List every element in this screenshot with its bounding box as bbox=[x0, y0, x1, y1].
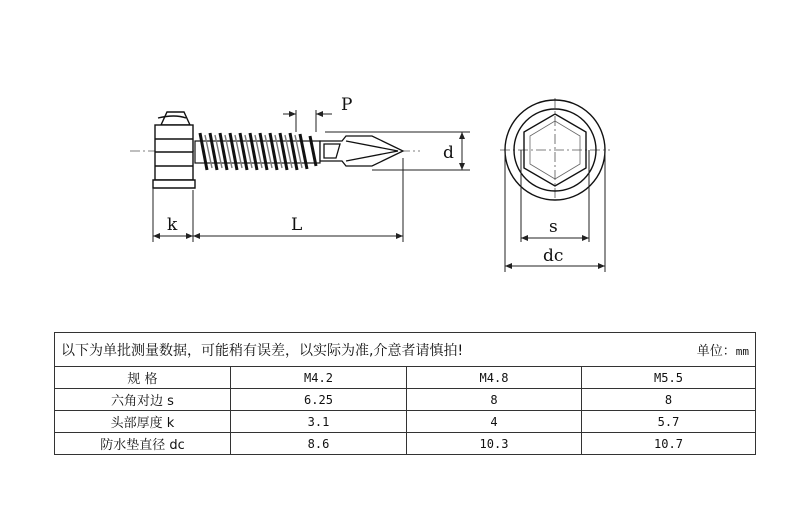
value-cell: 4 bbox=[407, 411, 582, 433]
pitch-label: P bbox=[341, 95, 353, 115]
hex-head bbox=[153, 112, 195, 188]
diameter-label: d bbox=[443, 143, 454, 163]
screw-side-view bbox=[130, 95, 470, 242]
header-label-cell: 规 格 bbox=[55, 367, 231, 389]
value-cell: 10.7 bbox=[582, 433, 756, 455]
note-row bbox=[55, 333, 756, 367]
value-cell: 8.6 bbox=[231, 433, 407, 455]
across-flats-label: s bbox=[549, 217, 558, 237]
spec-table bbox=[54, 332, 756, 455]
size-header-cell: M4.8 bbox=[407, 367, 582, 389]
size-header-cell: M5.5 bbox=[582, 367, 756, 389]
length-dimension bbox=[193, 158, 403, 242]
row-label-cell: 六角对边 s bbox=[55, 389, 231, 411]
row-label-cell: 头部厚度 k bbox=[55, 411, 231, 433]
unit-value: mm bbox=[735, 345, 750, 358]
value-cell: 8 bbox=[407, 389, 582, 411]
unit-label: 单位： bbox=[696, 344, 736, 359]
unit-info bbox=[697, 340, 749, 359]
row-label-cell: 防水垫直径 dc bbox=[55, 433, 231, 455]
value-cell: 5.7 bbox=[582, 411, 756, 433]
value-cell: 3.1 bbox=[231, 411, 407, 433]
table-row bbox=[55, 389, 756, 411]
note-cell bbox=[55, 333, 756, 367]
size-header-cell: M4.2 bbox=[231, 367, 407, 389]
head-height-label: k bbox=[167, 215, 178, 235]
measurement-note: 以下为单批测量数据，可能稍有误差，以实际为准,介意者请慎拍! bbox=[61, 342, 464, 359]
threaded-shank bbox=[195, 133, 320, 170]
screw-end-view bbox=[500, 98, 610, 272]
washer-diameter-label: dc bbox=[543, 246, 564, 266]
head-height-dimension bbox=[153, 188, 193, 242]
table-row bbox=[55, 411, 756, 433]
table-row bbox=[55, 433, 756, 455]
pitch-dimension bbox=[283, 95, 352, 132]
value-cell: 8 bbox=[582, 389, 756, 411]
drill-point bbox=[320, 136, 403, 166]
value-cell: 10.3 bbox=[407, 433, 582, 455]
washer-diameter-dimension bbox=[505, 150, 605, 272]
header-row bbox=[55, 367, 756, 389]
length-label: L bbox=[291, 215, 303, 235]
value-cell: 6.25 bbox=[231, 389, 407, 411]
